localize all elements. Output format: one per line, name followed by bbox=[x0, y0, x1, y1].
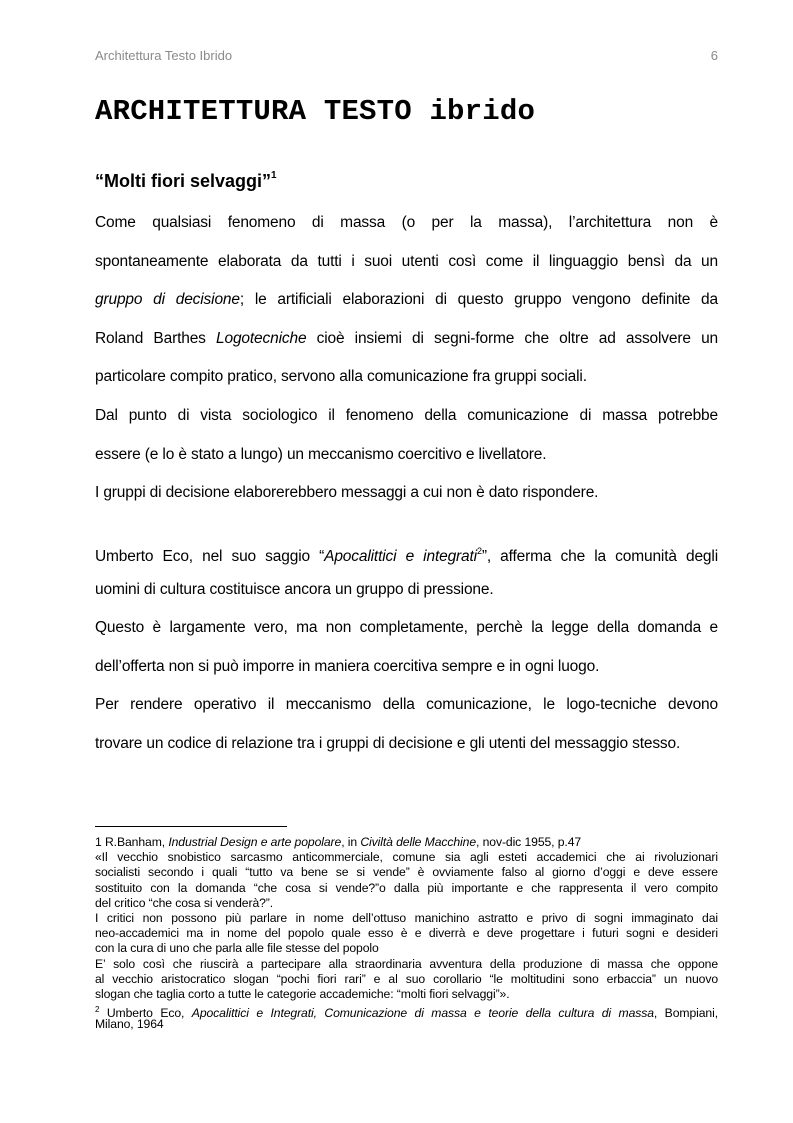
footnote-line: al vecchio aristocratico slogan “pochi fiori rari” e al suo corollario “le moltitudini sono erbaccia” un nuovo bbox=[95, 971, 718, 986]
body-line: spontaneamente elaborata da tutti i suoi utenti così come il linguaggio bensì da un bbox=[95, 252, 718, 270]
footnote-line: del critico “che cosa si venderà?”. bbox=[95, 895, 274, 910]
body-text-run: ”, afferma che la comunità degli bbox=[481, 548, 718, 565]
footnote-text-run: , in bbox=[341, 835, 361, 849]
body-line: particolare compito pratico, servono alla comunicazione fra gruppi sociali. bbox=[95, 368, 587, 386]
footnote-line bbox=[95, 835, 718, 850]
footnote-line: E’ solo così che riuscirà a partecipare alla straordinaria avventura della produzione di massa che oppone bbox=[95, 956, 718, 971]
footnote-line bbox=[95, 1002, 718, 1021]
body-line: dell’offerta non si può imporre in maniera coercitiva sempre e in ogni luogo. bbox=[95, 657, 600, 675]
body-text-run: cioè insiemi di segni-forme che oltre ad assolvere un bbox=[306, 329, 719, 347]
footnote-line: sostituito con la domanda “che cosa si vende?”o dalla più importante e che rappresenta il vero compito bbox=[95, 880, 718, 895]
body-text-run: ; le artificiali elaborazioni di questo gruppo vengono definite da bbox=[239, 291, 718, 309]
body-text-lower bbox=[95, 541, 718, 773]
running-header bbox=[95, 48, 718, 63]
footnote-ref-2[interactable]: 2 bbox=[476, 546, 482, 556]
footnote-line: socialisti secondo i quali “tutto va bene se si vende” è ovviamente falso al giorno d’oggi e deve essere bbox=[95, 865, 718, 880]
body-line: essere (e lo è stato a lungo) un meccanismo coercitivo e livellatore. bbox=[95, 445, 547, 463]
body-text-run: Roland Barthes bbox=[95, 329, 216, 347]
body-line bbox=[95, 329, 718, 368]
footnote-ref-1[interactable]: 1 bbox=[271, 170, 277, 181]
body-text-run: Umberto Eco, nel suo saggio “ bbox=[95, 548, 325, 565]
body-line: uomini di cultura costituisce ancora un gruppo di pressione. bbox=[95, 580, 494, 598]
emphasis-text: Apocalittici e Integrati, Comunicazione di massa e teorie della cultura di massa bbox=[191, 1006, 654, 1021]
emphasis-text: Logotecniche bbox=[216, 329, 307, 347]
footnote-line: con la cura di uno che parla alle file stesse del popolo bbox=[95, 941, 379, 956]
body-line bbox=[95, 290, 718, 329]
section-heading bbox=[95, 170, 277, 192]
footnote-separator bbox=[95, 826, 287, 827]
footnote-line: «Il vecchio snobistico sarcasmo anticommerciale, comune sia agli esteti accademici che ai rivoluzionari bbox=[95, 850, 718, 865]
footnote-text-run: , nov-dic 1955, p.47 bbox=[476, 835, 582, 849]
footnote-line: Milano, 1964 bbox=[95, 1017, 164, 1032]
page-number: 6 bbox=[710, 48, 718, 63]
emphasis-text: Apocalittici e integrati bbox=[324, 548, 477, 565]
footnote-text-run: 1 R.Banham, bbox=[95, 835, 169, 849]
footnote-number-2: 2 bbox=[95, 1005, 100, 1015]
body-line: Questo è largamente vero, ma non completamente, perchè la legge della domanda e bbox=[95, 619, 718, 637]
body-line: Come qualsiasi fenomeno di massa (o per la massa), l’architettura non è bbox=[95, 214, 718, 231]
emphasis-text: gruppo di decisione bbox=[95, 291, 240, 309]
body-text-upper bbox=[95, 213, 718, 522]
body-line: Dal punto di vista sociologico il fenomeno della comunicazione di massa potrebbe bbox=[95, 406, 718, 424]
body-line: Per rendere operativo il meccanismo della comunicazione, le logo-tecniche devono bbox=[95, 696, 718, 714]
footnote-line: slogan che taglia corto a tutte le categorie accademiche: “molti fiori selvaggi”». bbox=[95, 986, 510, 1001]
footnote-text-run: , Bompiani, bbox=[653, 1006, 718, 1021]
footnote-line: I critici non possono più parlare in nome dell’ottuso manichino astratto e privo di sogni immaginato dai bbox=[95, 910, 718, 925]
emphasis-text: Industrial Design e arte popolare bbox=[168, 835, 342, 849]
body-line bbox=[95, 541, 718, 580]
body-line: I gruppi di decisione elaborerebbero messaggi a cui non è dato rispondere. bbox=[95, 484, 599, 502]
footnotes bbox=[95, 835, 718, 1032]
emphasis-text: Civiltà delle Macchine bbox=[360, 835, 477, 849]
body-line: trovare un codice di relazione tra i gruppi di decisione e gli utenti del messaggio stesso. bbox=[95, 734, 681, 752]
document-title: ARCHITETTURA TESTO ibrido bbox=[95, 95, 536, 128]
footnote-text-run: Umberto Eco, bbox=[99, 1006, 192, 1021]
running-title: Architettura Testo Ibrido bbox=[95, 48, 233, 63]
section-heading-text: “Molti fiori selvaggi” bbox=[95, 171, 272, 191]
footnote-line: neo-accademici ma in nome del popolo quale esso è e diverrà e deve progettare i futuri sogni e desideri bbox=[95, 926, 718, 941]
